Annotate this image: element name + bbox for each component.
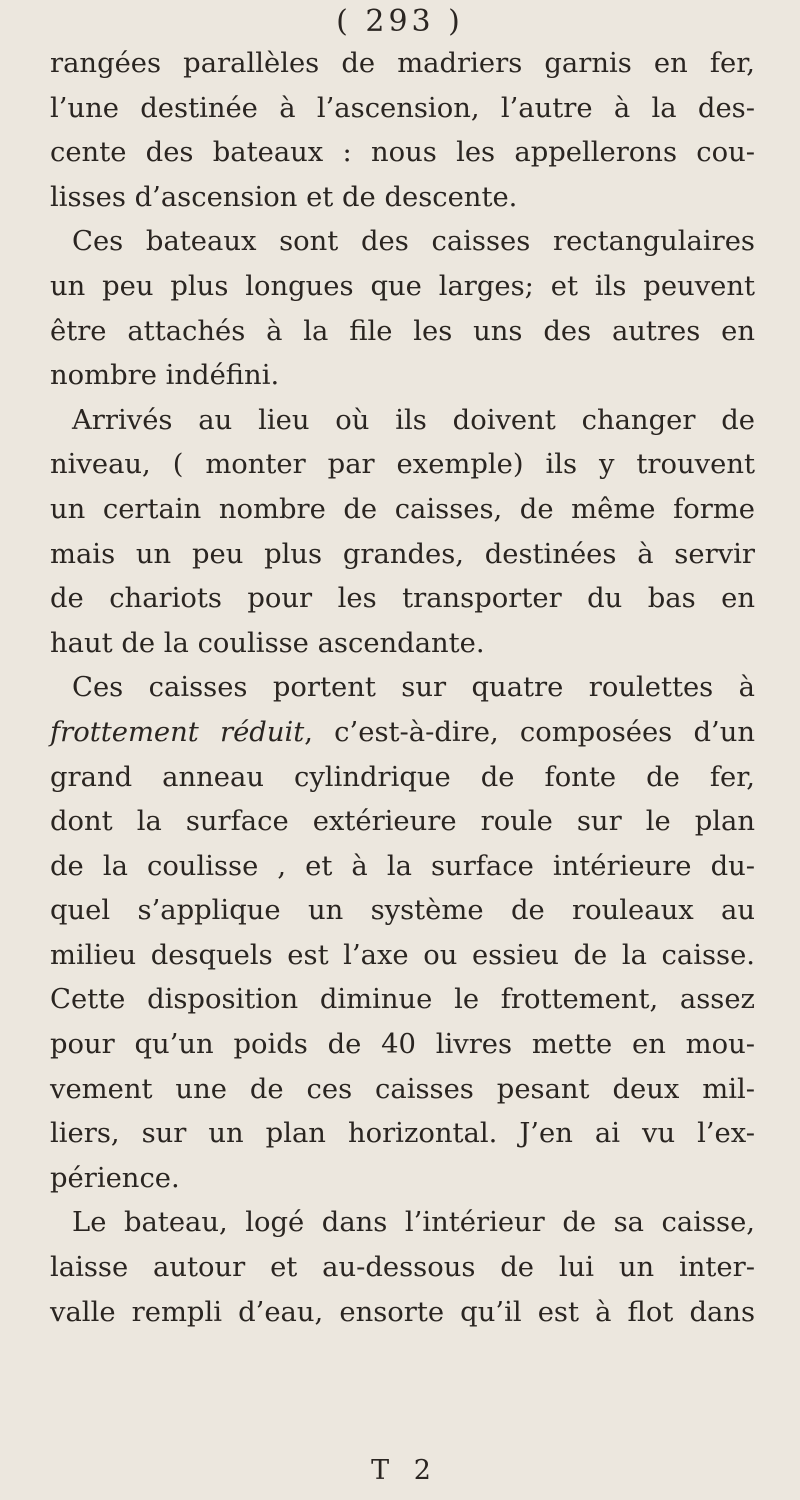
text-line: nombre indéfini.	[50, 360, 280, 392]
text-line: Cette disposition diminue le frottement, assez	[50, 984, 755, 1016]
text-line: un certain nombre de caisses, de même forme	[50, 493, 755, 525]
text-line: frottement réduit, c’est-à-dire, composées d’un	[50, 716, 755, 748]
text-line: grand anneau cylindrique de fonte de fer,	[50, 761, 755, 793]
text-line: Ces bateaux sont des caisses rectangulaires	[72, 226, 755, 258]
text-line: liers, sur un plan horizontal. J’en ai vu l’ex-	[50, 1118, 755, 1150]
text-line: Arrivés au lieu où ils doivent changer de	[72, 404, 755, 436]
text-line: de chariots pour les transporter du bas en	[50, 583, 755, 615]
text-line: haut de la coulisse ascendante.	[50, 627, 485, 659]
text-line: pour qu’un poids de 40 livres mette en mou-	[50, 1029, 755, 1061]
text-line: être attachés à la file les uns des autres en	[50, 315, 755, 347]
text-line: rangées parallèles de madriers garnis en fer,	[50, 48, 755, 79]
text-line: Le bateau, logé dans l’intérieur de sa caisse,	[72, 1207, 755, 1239]
page-number-header: ( 293 )	[336, 4, 464, 39]
text-line: valle rempli d’eau, ensorte qu’il est à flot dans	[50, 1296, 755, 1328]
body-text	[50, 42, 755, 1335]
text-line: quel s’applique un système de rouleaux au	[50, 895, 755, 927]
text-line: milieu desquels est l’axe ou essieu de la caisse.	[50, 939, 755, 971]
text-line: l’une destinée à l’ascension, l’autre à la des-	[50, 92, 755, 124]
text-line: de la coulisse , et à la surface intérieure du-	[50, 850, 755, 882]
text-line: vement une de ces caisses pesant deux mil-	[50, 1073, 755, 1105]
text-line: dont la surface extérieure roule sur le plan	[50, 806, 755, 838]
text-line: mais un peu plus grandes, destinées à servir	[50, 538, 755, 570]
text-line: un peu plus longues que larges; et ils peuvent	[50, 270, 755, 302]
text-line: périence.	[50, 1162, 180, 1194]
text-line: niveau, ( monter par exemple) ils y trouvent	[50, 449, 755, 481]
text-line: cente des bateaux : nous les appellerons cou-	[50, 137, 755, 169]
signature-mark: T 2	[371, 1455, 439, 1486]
text-line: lisses d’ascension et de descente.	[50, 181, 518, 213]
text-line: laisse autour et au-dessous de lui un inter-	[50, 1252, 755, 1284]
italic-term: frottement réduit	[50, 716, 305, 748]
text-line: Ces caisses portent sur quatre roulettes à	[72, 672, 755, 704]
